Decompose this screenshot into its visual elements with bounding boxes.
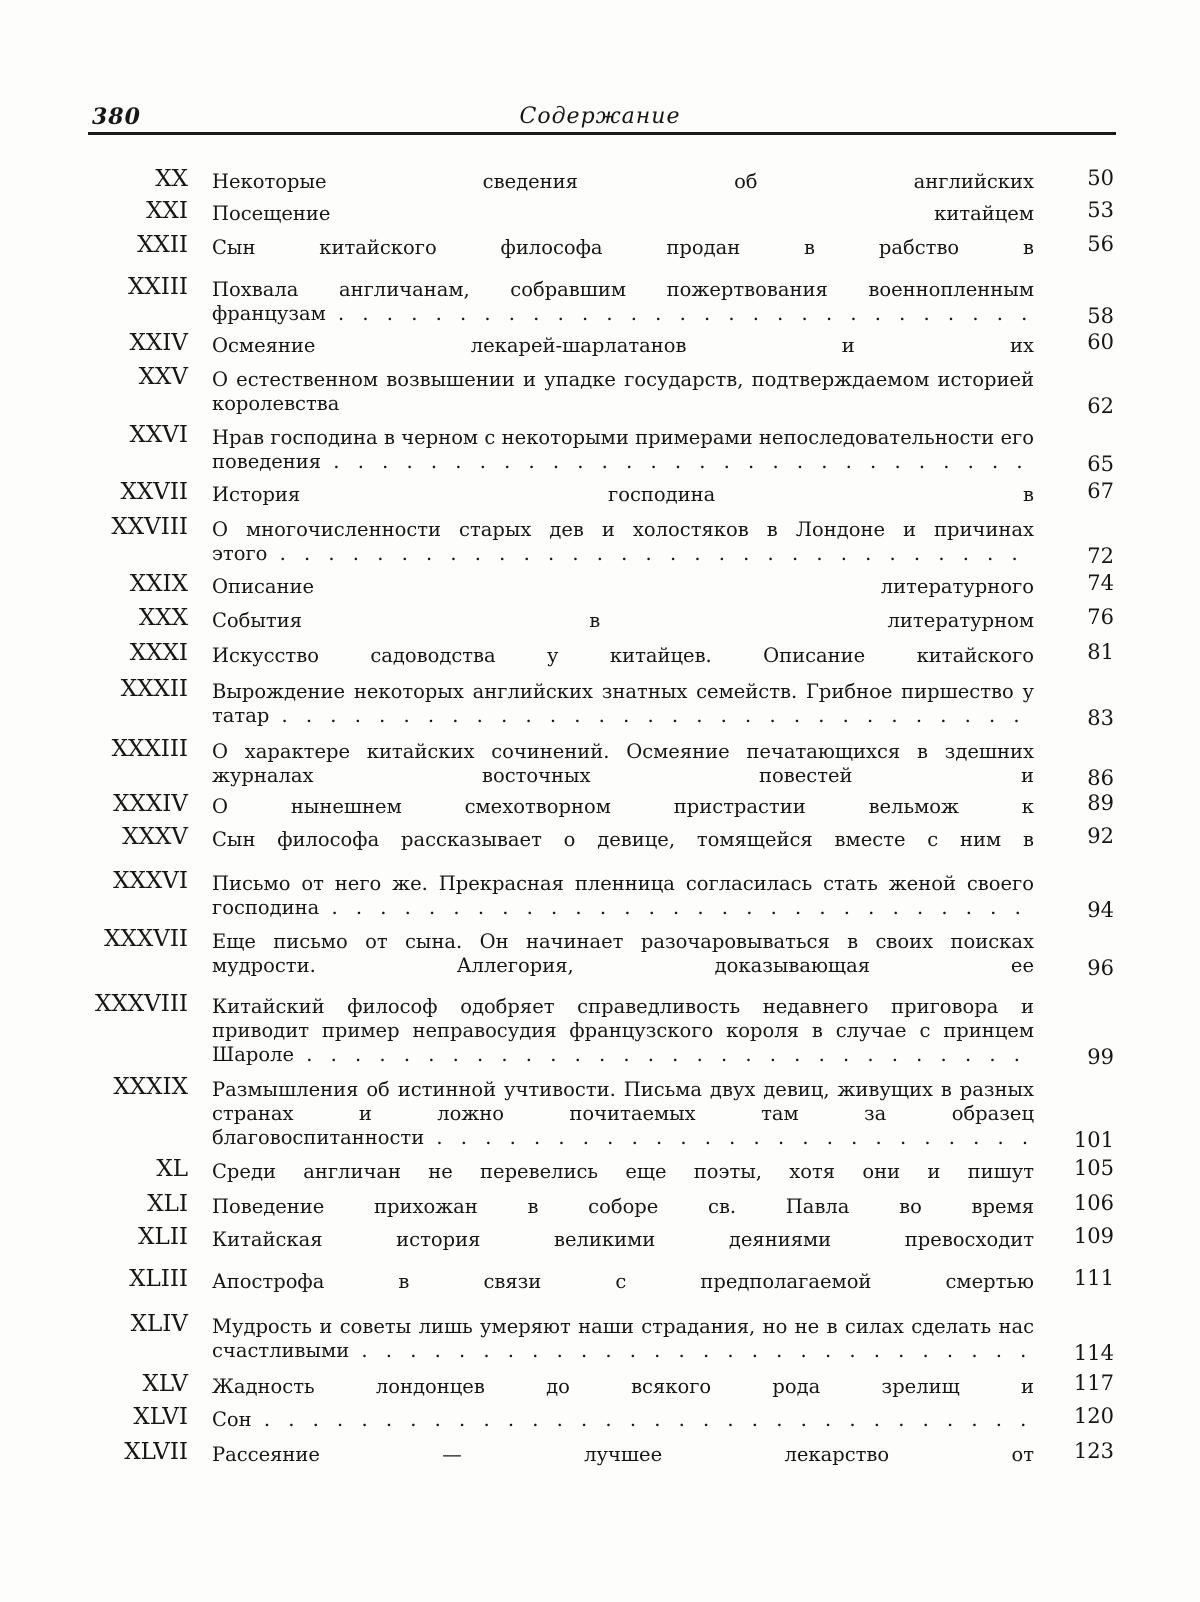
page-reference: 94 — [1087, 898, 1114, 922]
chapter-number: XXXV — [122, 824, 188, 850]
chapter-title: О нынешнем смехотворном пристрастии вельмож к . . . — [212, 795, 1034, 819]
chapter-title: Поведение прихожан в соборе св. Павла во время . . . — [212, 1195, 1034, 1219]
header-rule — [88, 132, 1116, 135]
chapter-title: О естественном возвышении и упадке государств, подтверждаемом историей королевства . . . — [212, 368, 1034, 416]
chapter-title: Китайская история великими деяниями превосходит . . . — [212, 1228, 1034, 1252]
chapter-title: Нрав господина в черном с некоторыми примерами непоследовательности его поведения . . . — [212, 426, 1034, 474]
page-reference: 106 — [1073, 1191, 1114, 1215]
page-reference: 56 — [1087, 232, 1114, 256]
chapter-number: XXV — [138, 364, 188, 390]
chapter-number: XXII — [137, 232, 188, 258]
page-reference: 50 — [1087, 166, 1114, 190]
page-reference: 83 — [1087, 706, 1114, 730]
chapter-number: XLVI — [133, 1404, 188, 1430]
chapter-number: XXIX — [129, 571, 188, 597]
chapter-number: XLIV — [130, 1311, 188, 1337]
chapter-title: Некоторые сведения об английских . . . — [212, 170, 1034, 194]
page-reference: 65 — [1087, 452, 1114, 476]
page-reference: 117 — [1073, 1371, 1114, 1395]
chapter-number: XXXIV — [113, 791, 188, 817]
page-reference: 92 — [1087, 824, 1114, 848]
chapter-title: События в литературном . . . — [212, 609, 1034, 633]
chapter-number: XXXIX — [113, 1074, 188, 1100]
page-reference: 111 — [1073, 1266, 1114, 1290]
page-reference: 53 — [1087, 198, 1114, 222]
chapter-number: XXVIII — [111, 514, 188, 540]
chapter-number: XXIII — [127, 274, 188, 300]
chapter-number: XLII — [138, 1224, 188, 1250]
page-reference: 86 — [1087, 766, 1114, 790]
chapter-title: Письмо от него же. Прекрасная пленница согласилась стать женой своего господина . . . — [212, 872, 1034, 920]
chapter-number: XXIV — [129, 330, 188, 356]
chapter-title: Похвала англичанам, собравшим пожертвования военнопленным французам . . . — [212, 278, 1034, 326]
chapter-title: Сын философа рассказывает о девице, томящейся вместе с ним в . . . — [212, 828, 1034, 852]
chapter-title: Рассеяние — лучшее лекарство от . . . — [212, 1443, 1034, 1467]
page-reference: 58 — [1087, 304, 1114, 328]
chapter-title: История господина в . . . — [212, 483, 1034, 507]
chapter-number: XXXVI — [113, 868, 188, 894]
chapter-number: XXVI — [129, 422, 188, 448]
page-reference: 99 — [1087, 1045, 1114, 1069]
chapter-title: Мудрость и советы лишь умеряют наши страдания, но не в силах сделать нас счастливыми . . . — [212, 1315, 1034, 1363]
chapter-number: XLVII — [124, 1439, 188, 1465]
chapter-title: О характере китайских сочинений. Осмеяние печатающихся в здешних журналах восточных повестей и . . . — [212, 740, 1034, 788]
chapter-number: XLV — [142, 1371, 188, 1397]
chapter-number: XXXII — [120, 676, 188, 702]
chapter-title: Апострофа в связи с предполагаемой смертью . . . — [212, 1270, 1034, 1294]
chapter-number: XX — [155, 166, 188, 192]
page-reference: 60 — [1087, 330, 1114, 354]
chapter-title: Среди англичан не перевелись еще поэты, хотя они и пишут . . . — [212, 1160, 1034, 1184]
page-reference: 74 — [1087, 571, 1114, 595]
page-reference: 101 — [1073, 1128, 1114, 1152]
page-number: 380 — [92, 104, 141, 130]
page-reference: 114 — [1073, 1341, 1114, 1365]
chapter-number: XXI — [146, 198, 188, 224]
chapter-number: XXX — [138, 605, 188, 631]
chapter-title: Еще письмо от сына. Он начинает разочаровываться в своих поисках мудрости. Аллегория, доказывающая ее . . . — [212, 930, 1034, 978]
page-reference: 105 — [1073, 1156, 1114, 1180]
running-title: Содержание — [519, 104, 681, 129]
chapter-title: Жадность лондонцев до всякого рода зрелищ и . . . — [212, 1375, 1034, 1399]
page-reference: 72 — [1087, 544, 1114, 568]
chapter-title: О многочисленности старых дев и холостяков в Лондоне и причинах этого . . . — [212, 518, 1034, 566]
page-reference: 81 — [1087, 640, 1114, 664]
chapter-title: Описание литературного . . . — [212, 575, 1034, 599]
chapter-title: Китайский философ одобряет справедливость недавнего приговора и приводит пример неправосудия французского короля в случае с принцем Шароле . . . — [212, 995, 1034, 1067]
chapter-title: Сын китайского философа продан в рабство в . . . — [212, 236, 1034, 260]
chapter-number: XXXI — [129, 640, 188, 666]
chapter-title: Посещение китайцем . . . — [212, 202, 1034, 226]
chapter-number: XXXVIII — [95, 991, 188, 1017]
page-reference: 96 — [1087, 956, 1114, 980]
page-reference: 120 — [1073, 1404, 1114, 1428]
page-reference: 76 — [1087, 605, 1114, 629]
page-reference: 123 — [1073, 1439, 1114, 1463]
chapter-title: Осмеяние лекарей-шарлатанов и их . . . — [212, 334, 1034, 358]
chapter-title: Размышления об истинной учтивости. Письма двух девиц, живущих в разных странах и ложно почитаемых там за образец благовоспитанности . . . — [212, 1078, 1034, 1150]
chapter-number: XXXVII — [104, 926, 188, 952]
chapter-number: XXVII — [120, 479, 188, 505]
chapter-title: Искусство садоводства у китайцев. Описание китайского . . . — [212, 644, 1034, 668]
chapter-number: XLI — [147, 1191, 188, 1217]
page-reference: 109 — [1073, 1224, 1114, 1248]
chapter-number: XXXIII — [111, 736, 188, 762]
page-reference: 89 — [1087, 791, 1114, 815]
chapter-number: XLIII — [129, 1266, 188, 1292]
page-reference: 67 — [1087, 479, 1114, 503]
page-header — [0, 0, 1200, 140]
chapter-title: Сон . . . — [212, 1408, 1034, 1432]
page-reference: 62 — [1087, 394, 1114, 418]
chapter-number: XL — [156, 1156, 188, 1182]
chapter-title: Вырождение некоторых английских знатных семейств. Грибное пиршество у татар . . . — [212, 680, 1034, 728]
